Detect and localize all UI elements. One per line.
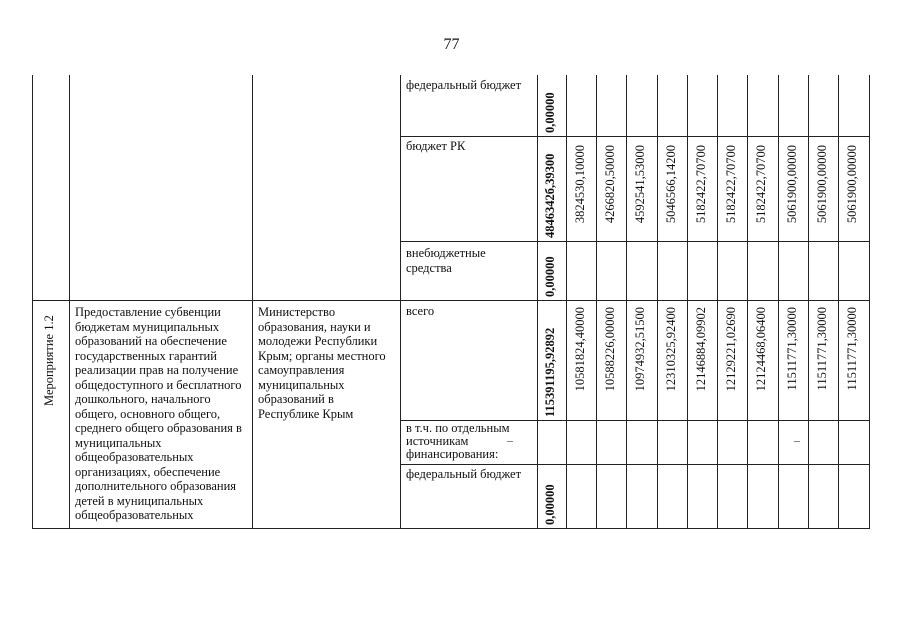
scan-mark [507,441,513,442]
total-year-value: 10581824,40000 [573,307,587,392]
rk-year-value: 5061900,00000 [815,145,829,224]
total-year-value: 11511771,30000 [785,307,799,391]
rk-year-value: 5061900,00000 [785,145,799,224]
rk-year-value: 5182422,70700 [694,145,708,224]
row-source-by-sources: в т.ч. по отдельным источникам финансирования: [406,421,510,461]
rk-year-value: 4266820,50000 [603,145,617,224]
row-source-rk: бюджет РК [406,139,466,153]
measure-label: Мероприятие 1.2 [42,315,56,406]
total-year-value: 12124468,06400 [754,307,768,392]
total-year-value: 10588226,00000 [603,307,617,392]
rk-year-value: 4592541,53000 [633,145,647,224]
total-extrabudget: 0,00000 [543,256,557,297]
total-rk: 4846342б,39300 [543,153,557,238]
rk-year-value: 5061900,00000 [845,145,859,224]
page-number: 77 [443,36,460,53]
row-source-federal-2: федеральный бюджет [406,467,522,481]
rk-year-value: 5046566,14200 [664,145,678,224]
total-year-value: 11511771,30000 [815,307,829,391]
row-source-extrabudget: внебюджетные средства [406,246,486,275]
total-all: 115391195,92892 [543,327,557,417]
rk-year-value: 3824530,10000 [573,145,587,224]
row-source-federal-1: федеральный бюджет [406,78,522,92]
total-year-value: 11511771,30000 [845,307,859,391]
total-year-value: 12129221,02690 [724,307,738,392]
total-federal-1: 0,00000 [543,92,557,133]
rk-year-value: 5182422,70700 [754,145,768,224]
scan-mark [794,441,800,442]
budget-table [32,75,870,529]
total-year-value: 12310325,92400 [664,307,678,392]
measure-executor: Министерство образования, науки и молодежи Республики Крым; органы местного самоуправления муниципальных образований в Республике Крым [258,305,386,421]
rk-year-value: 5182422,70700 [724,145,738,224]
measure-description: Предоставление субвенции бюджетам муниципальных образований на обеспечение государственных гарантий реализации прав на получение общедоступного и бесплатного дошкольного, начального общего, основного общего, среднего общего образования в муниципальных общеобразовательных организациях, обеспечение дополнительного образования детей в муниципальных общеобразовательных [75,305,242,522]
total-year-value: 10974932,51500 [633,307,647,392]
total-federal-2: 0,00000 [543,484,557,525]
total-year-value: 12146884,09902 [694,307,708,392]
row-source-total: всего [406,304,435,318]
